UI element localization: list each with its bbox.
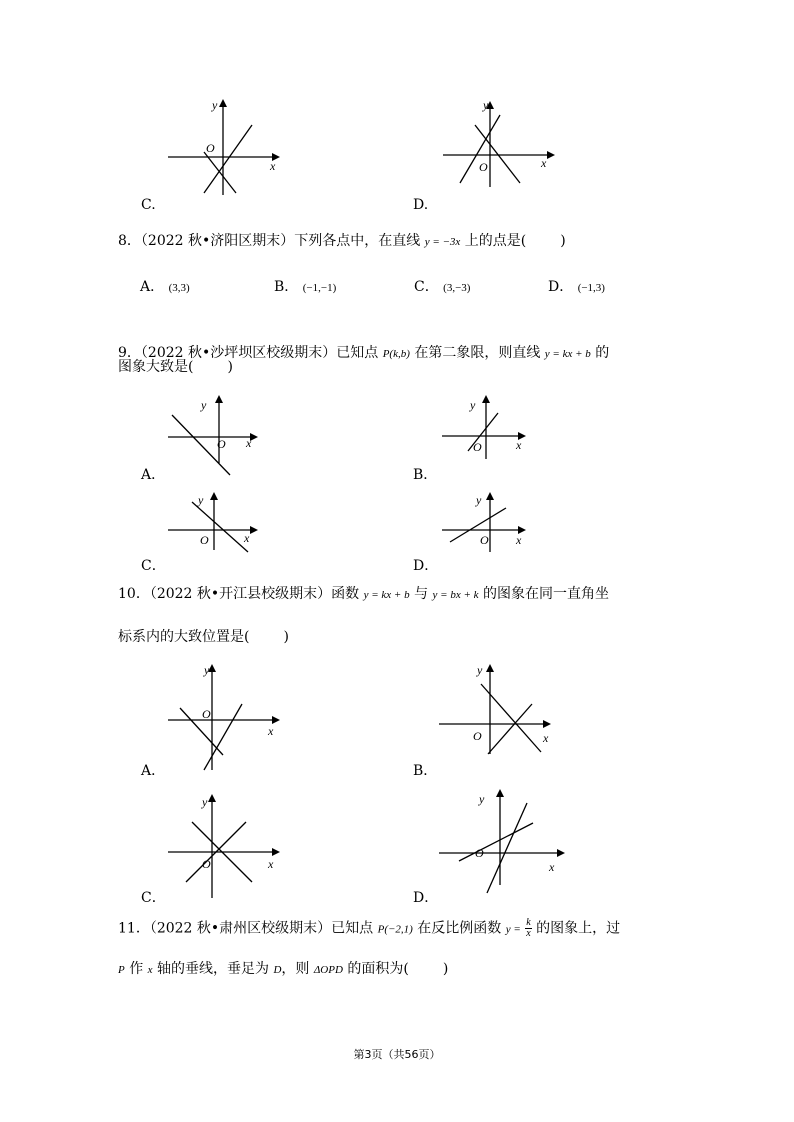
q8-option-b-value: (−1,−1): [302, 282, 337, 294]
q9-graph-d: [440, 490, 550, 570]
svg-text:x: x: [246, 436, 252, 450]
svg-text:x: x: [516, 438, 522, 452]
svg-text:y: y: [476, 493, 482, 507]
svg-text:y: y: [479, 792, 485, 806]
q10-graph-b: [435, 660, 565, 770]
q9-stem-line2: [118, 358, 233, 376]
q10-equation-2: y = bx + k: [432, 589, 479, 601]
svg-text:O: O: [217, 437, 226, 451]
svg-text:O: O: [206, 141, 215, 155]
q8-stem: [118, 232, 566, 251]
q11-eq-lhs: y =: [505, 923, 521, 936]
q10-option-d[interactable]: D．: [413, 890, 439, 906]
q11-triangle: ΔOPD: [313, 964, 343, 976]
svg-text:O: O: [475, 846, 484, 860]
svg-text:O: O: [473, 729, 482, 743]
q8-option-c[interactable]: [414, 276, 470, 296]
svg-text:O: O: [473, 440, 482, 454]
q10-paren-close: ): [283, 629, 289, 645]
q9-equation: y = kx + b: [544, 348, 591, 360]
q8-option-a-label: A．: [140, 279, 165, 295]
q10-stem-b: 与: [414, 586, 429, 602]
q11-stem-line2: [118, 960, 448, 979]
q11-p: P: [118, 964, 125, 976]
q8-option-a[interactable]: [140, 276, 190, 296]
q9-stem-a: 9．（2022 秋•沙坪坝区校级期末）已知点: [118, 345, 379, 361]
q9-option-b[interactable]: B．: [413, 467, 438, 483]
svg-text:x: x: [516, 533, 522, 547]
q11-d: D: [273, 964, 282, 976]
q11-stem-line1: [118, 918, 620, 939]
q8-paren-close: ): [560, 233, 566, 249]
q8-option-c-value: (3,−3): [443, 282, 471, 294]
q8-option-b[interactable]: [274, 276, 336, 296]
q10-graph-d: [435, 785, 575, 895]
svg-text:y: y: [477, 663, 483, 677]
page-footer: 第3页（共56页）: [353, 1048, 441, 1061]
q7-graph-c: [160, 95, 290, 200]
q11-fraction: [525, 918, 531, 939]
svg-text:O: O: [202, 857, 211, 871]
q11-text-area: 的面积为(: [347, 961, 409, 977]
q9-graph-a: [160, 393, 270, 478]
q10-graph-c: [160, 790, 290, 900]
q11-frac-den: x: [526, 928, 531, 939]
q11-paren-close: ): [442, 961, 449, 977]
svg-text:x: x: [549, 860, 555, 874]
q10-stem-line2: [118, 628, 289, 646]
q8-option-d-value: (−1,3): [577, 282, 605, 294]
svg-text:O: O: [480, 533, 489, 547]
q11-text-perp: 轴的垂线，垂足为: [156, 961, 269, 977]
q10-graph-a: [160, 660, 290, 770]
q8-option-b-label: B．: [274, 279, 299, 295]
q11-x: x: [147, 964, 153, 976]
q11-frac-num: k: [526, 917, 531, 928]
q10-option-b[interactable]: B．: [413, 763, 438, 779]
q10-line2: 标系内的大致位置是(: [118, 629, 250, 645]
svg-text:x: x: [270, 159, 276, 173]
q11-text-ze: ，则: [281, 961, 310, 977]
q11-point: P(−2,1): [377, 923, 413, 936]
svg-text:y: y: [202, 795, 208, 809]
q7-option-d[interactable]: D.: [413, 197, 429, 213]
q10-equation-1: y = kx + b: [363, 589, 410, 601]
svg-text:x: x: [541, 156, 547, 170]
q9-point: P(k,b): [382, 348, 410, 360]
q9-stem-b: 在第二象限，则直线: [414, 345, 541, 361]
svg-text:O: O: [200, 533, 209, 547]
q8-option-d[interactable]: [548, 276, 605, 296]
q9-graph-b: [440, 393, 550, 478]
svg-text:x: x: [268, 724, 274, 738]
q8-equation: y = −3x: [424, 236, 461, 248]
q10-option-a[interactable]: A．: [141, 763, 166, 779]
q11-text-zuo: 作: [129, 961, 144, 977]
q8-stem-end: 上的点是(: [464, 233, 527, 249]
q10-stem-line1: [118, 585, 609, 604]
q9-option-c[interactable]: C．: [141, 558, 166, 574]
svg-text:y: y: [212, 98, 218, 112]
svg-text:x: x: [543, 731, 549, 745]
q9-option-a[interactable]: A．: [141, 467, 166, 483]
svg-text:O: O: [479, 160, 488, 174]
q8-stem-text: 8．（2022 秋•济阳区期末）下列各点中，在直线: [118, 233, 421, 249]
q7-option-c[interactable]: C.: [141, 197, 156, 213]
q9-graph-c: [160, 490, 270, 570]
q8-option-c-label: C．: [414, 279, 439, 295]
q10-stem-c: 的图象在同一直角坐: [482, 586, 609, 602]
q9-paren-close: ): [227, 359, 233, 375]
q7-graph-d: [435, 95, 565, 200]
svg-text:x: x: [268, 857, 274, 871]
svg-text:y: y: [198, 493, 204, 507]
q11-stem-c: 的图象上，过: [536, 920, 621, 937]
q11-stem-b: 在反比例函数: [417, 920, 502, 937]
q8-option-a-value: (3,3): [168, 282, 190, 294]
q9-line2: 图象大致是(: [118, 359, 194, 375]
q10-stem-a: 10．（2022 秋•开江县校级期末）函数: [118, 586, 360, 602]
svg-text:x: x: [244, 531, 250, 545]
q11-stem-a: 11．（2022 秋•肃州区校级期末）已知点: [118, 920, 374, 937]
svg-text:y: y: [204, 663, 210, 677]
svg-text:y: y: [483, 98, 489, 112]
q9-stem-c: 的: [595, 345, 610, 361]
q9-option-d[interactable]: D．: [413, 558, 439, 574]
q8-option-d-label: D．: [548, 279, 574, 295]
svg-text:y: y: [201, 398, 207, 412]
svg-text:y: y: [470, 398, 476, 412]
q10-option-c[interactable]: C．: [141, 890, 166, 906]
svg-text:O: O: [202, 707, 211, 721]
